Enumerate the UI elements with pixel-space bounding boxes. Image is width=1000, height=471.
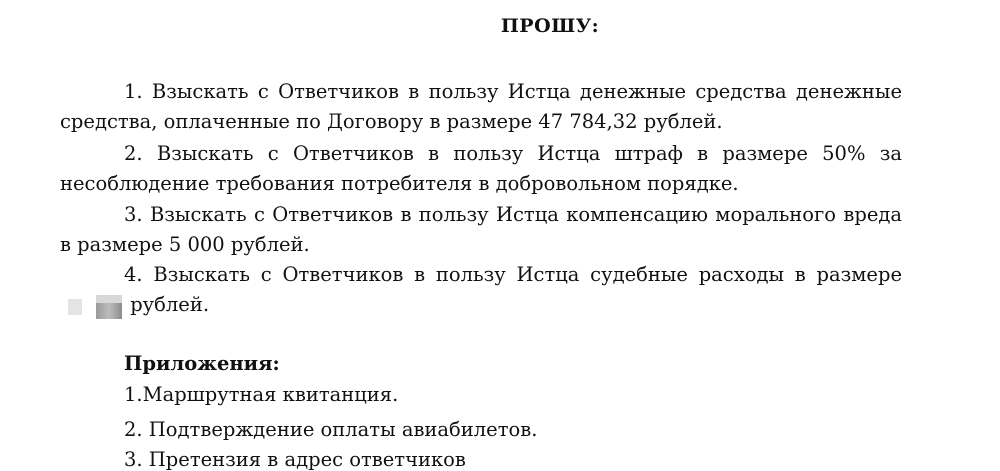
attachment-item-1: 1.Маршрутная квитанция. [124,383,399,406]
attachments-heading: Приложения: [124,352,280,375]
request-item-1: 1. Взыскать с Ответчиков в пользу Истца денежные средства денежные средства, оплаченные по Договору в размере 47 784,32 рублей. [60,80,902,133]
attachment-item-3: 3. Претензия в адрес ответчиков [124,448,466,471]
request-item-4 [60,260,902,320]
request-item-3: 3. Взыскать с Ответчиков в пользу Истца компенсацию морального вреда в размере 5 000 рублей. [60,203,902,256]
request-item-4-text: 4. Взыскать с Ответчиков в пользу Истца судебные расходы в размере [124,263,902,286]
attachment-item-2: 2. Подтверждение оплаты авиабилетов. [124,418,538,441]
page-title: ПРОШУ: [500,15,600,37]
request-item-2: 2. Взыскать с Ответчиков в пользу Истца штраф в размере 50% за несоблюдение требования потребителя в добровольном порядке. [60,142,902,195]
redacted-amount [66,295,124,317]
request-item-4-suffix: рублей. [130,293,210,316]
